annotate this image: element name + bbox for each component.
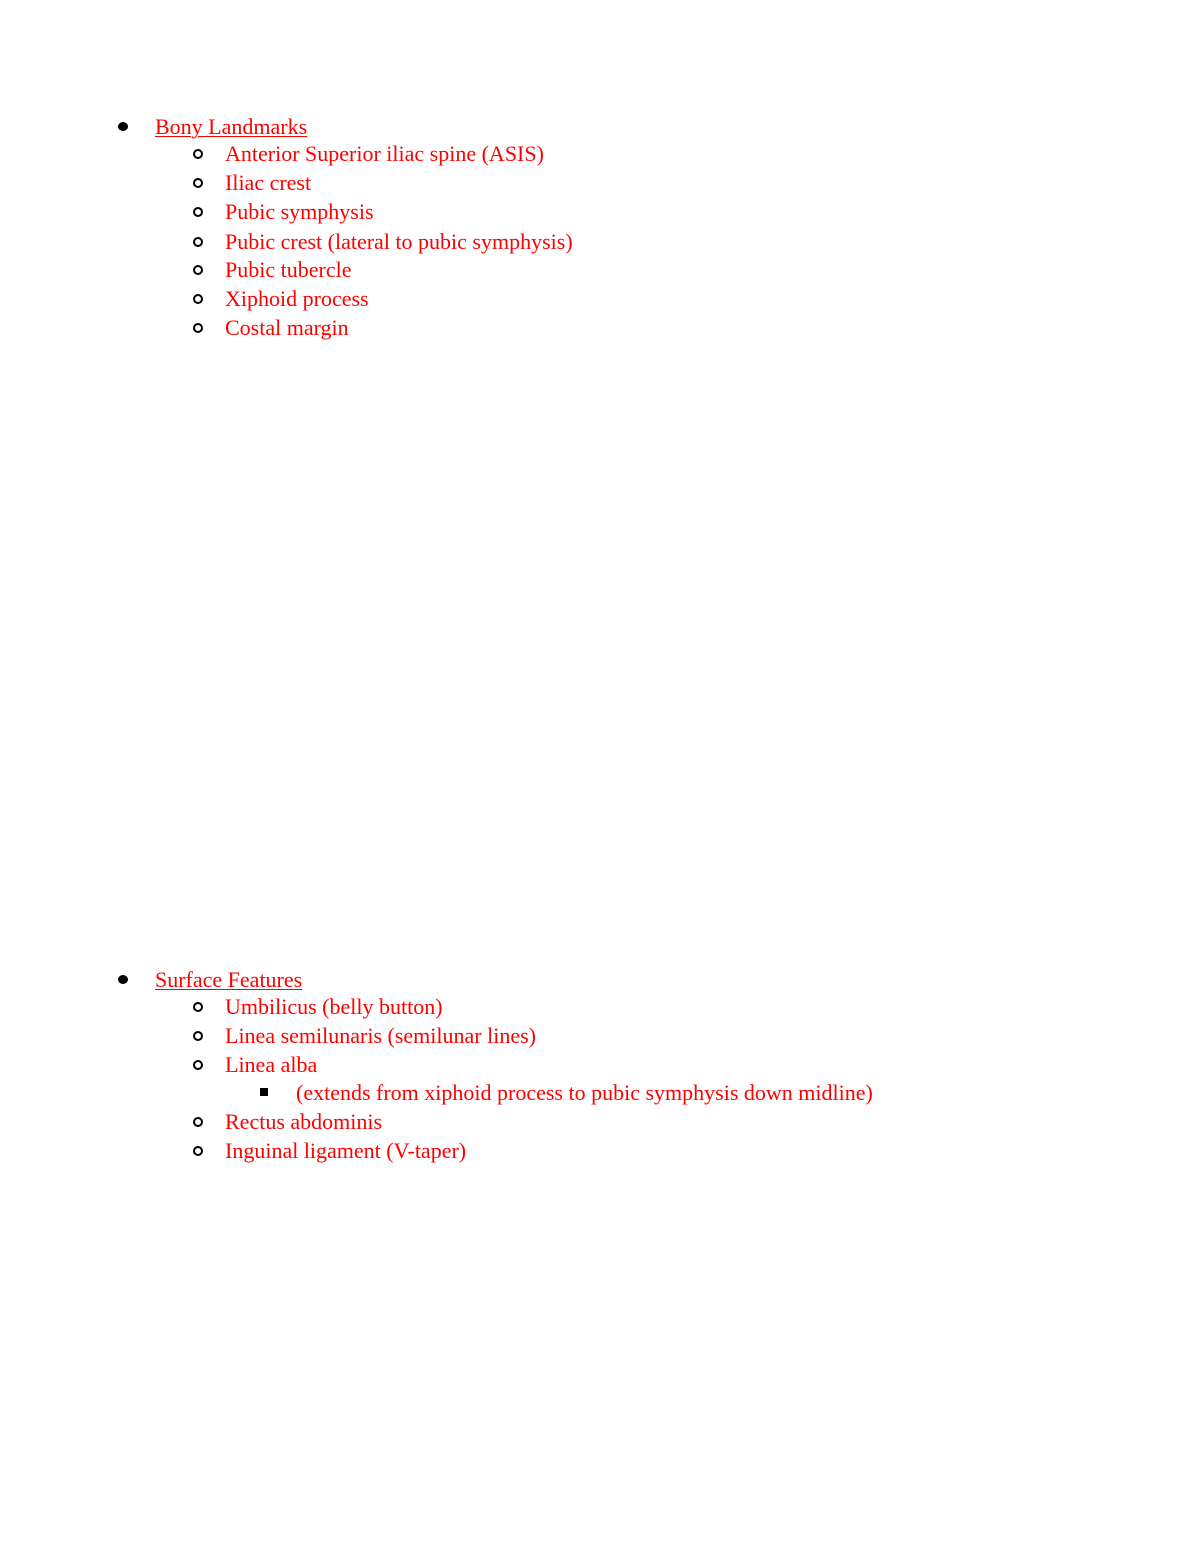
list-item: [225, 313, 349, 342]
list-item: [225, 992, 443, 1021]
list-item-text: Pubic tubercle: [225, 257, 352, 282]
list-item: [225, 197, 374, 226]
list-item: [225, 227, 573, 256]
list-item: [225, 1021, 536, 1050]
list-item-text: Inguinal ligament (V-taper): [225, 1138, 467, 1163]
list-item: [225, 1107, 382, 1136]
list-item-text: Umbilicus (belly button): [225, 994, 443, 1019]
circle-bullet-icon: [193, 294, 203, 304]
circle-bullet-icon: [193, 323, 203, 333]
list-item: [225, 168, 311, 197]
list-item-text: Costal margin: [225, 315, 349, 340]
list-item-text: Pubic symphysis: [225, 199, 374, 224]
list-item-text: Anterior Superior iliac spine (ASIS): [225, 141, 544, 166]
list-item: [225, 284, 369, 313]
list-item-text: Iliac crest: [225, 170, 312, 195]
list-item: [225, 1136, 466, 1165]
circle-bullet-icon: [193, 1002, 203, 1012]
disc-bullet-icon: [118, 122, 128, 131]
circle-bullet-icon: [193, 149, 203, 159]
circle-bullet-icon: [193, 207, 203, 217]
circle-bullet-icon: [193, 178, 203, 188]
square-bullet-icon: [260, 1088, 268, 1096]
circle-bullet-icon: [193, 1060, 203, 1070]
section-heading[interactable]: Surface Features: [155, 967, 303, 992]
list-item-text: Linea alba: [225, 1052, 318, 1077]
list-item-heading: [155, 965, 302, 994]
list-item-sub: [296, 1078, 873, 1107]
circle-bullet-icon: [193, 265, 203, 275]
disc-bullet-icon: [118, 975, 128, 984]
list-item: [225, 1050, 317, 1079]
circle-bullet-icon: [193, 1117, 203, 1127]
section-heading[interactable]: Bony Landmarks: [155, 114, 308, 139]
circle-bullet-icon: [193, 237, 203, 247]
list-item-text: Linea semilunaris (semilunar lines): [225, 1023, 536, 1048]
list-item: [225, 255, 351, 284]
list-item-heading: [155, 112, 307, 141]
list-item-text: (extends from xiphoid process to pubic symphysis down midline): [296, 1080, 873, 1105]
list-item-text: Rectus abdominis: [225, 1109, 383, 1134]
list-item-text: Pubic crest (lateral to pubic symphysis): [225, 229, 573, 254]
circle-bullet-icon: [193, 1031, 203, 1041]
list-item: [225, 139, 544, 168]
circle-bullet-icon: [193, 1146, 203, 1156]
list-item-text: Xiphoid process: [225, 286, 369, 311]
